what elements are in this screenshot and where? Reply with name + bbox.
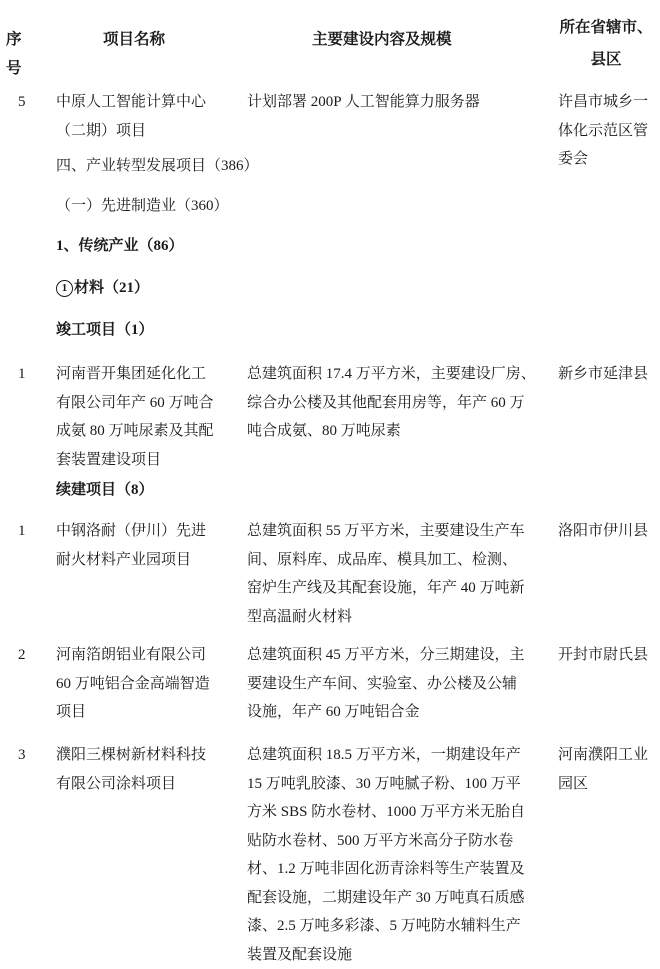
- section-heading: [56, 274, 149, 303]
- row-name: 中原人工智能计算中心 （二期）项目: [56, 94, 207, 139]
- row-seq: 1: [18, 523, 26, 539]
- row-content: 总建筑面积 17.4 万平方米，主要建设厂房、 综合办公楼及其他配套用房等，年产 60 万 吨合成氨、80 万吨尿素: [247, 366, 536, 439]
- row-region: 河南濮阳工业 园区: [558, 747, 649, 792]
- header-region: 所在省辖市、 县区: [559, 19, 653, 68]
- row-region: 许昌市城乡一 体化示范区管 委会: [558, 94, 649, 167]
- section-heading: （一）先进制造业（360）: [56, 198, 229, 214]
- header-name: 项目名称: [103, 31, 166, 48]
- row-seq: 2: [18, 647, 26, 663]
- row-region: 新乡市延津县: [558, 366, 649, 382]
- row-seq: 3: [18, 747, 26, 763]
- materials-label: 材料（21）: [74, 280, 150, 296]
- row-content: 总建筑面积 55 万平方米，主要建设生产车 间、原料库、成品库、模具加工、检测、 窑炉生产线及其配套设施，年产 40 万吨新 型高温耐火材料: [247, 523, 525, 625]
- section-heading: 四、产业转型发展项目（386）: [56, 158, 259, 174]
- row-content: 计划部署 200P 人工智能算力服务器: [247, 94, 480, 110]
- row-content: 总建筑面积 18.5 万平方米，一期建设年产 15 万吨乳胶漆、30 万吨腻子粉、100 万平 方米 SBS 防水卷材、1000 万平方米无胎自 贴防水卷材、500 万平方米高分子防水卷 材、1.2 万吨非固化沥青涂料等生产装置及 配套设施，二期建设年产 30 万吨真石质感 漆、2.5 万吨多彩漆、5 万吨防水辅料生产 装置及配套设施: [247, 747, 525, 963]
- circled-number: 1: [56, 280, 73, 297]
- row-region: 开封市尉氏县: [558, 647, 649, 663]
- row-seq: 1: [18, 366, 26, 382]
- row-name: 中钢洛耐（伊川）先进 耐火材料产业园项目: [56, 523, 207, 568]
- section-heading: 续建项目（8）: [56, 482, 154, 498]
- section-heading: 1、传统产业（86）: [56, 238, 184, 254]
- header-content: 主要建设内容及规模: [312, 31, 452, 48]
- row-name: 濮阳三棵树新材料科技 有限公司涂料项目: [56, 747, 207, 792]
- row-content: 总建筑面积 45 万平方米，分三期建设，主 要建设生产车间、实验室、办公楼及公辅 设施，年产 60 万吨铝合金: [247, 647, 525, 720]
- row-name: 河南箔朗铝业有限公司 60 万吨铝合金高端智造 项目: [56, 647, 210, 720]
- section-heading: 竣工项目（1）: [56, 322, 154, 338]
- row-name: 河南晋开集团延化化工 有限公司年产 60 万吨合 成氨 80 万吨尿素及其配 套装置建设项目: [56, 366, 214, 468]
- row-region: 洛阳市伊川县: [558, 523, 649, 539]
- row-seq: 5: [18, 94, 26, 110]
- header-seq: 序号: [6, 31, 22, 77]
